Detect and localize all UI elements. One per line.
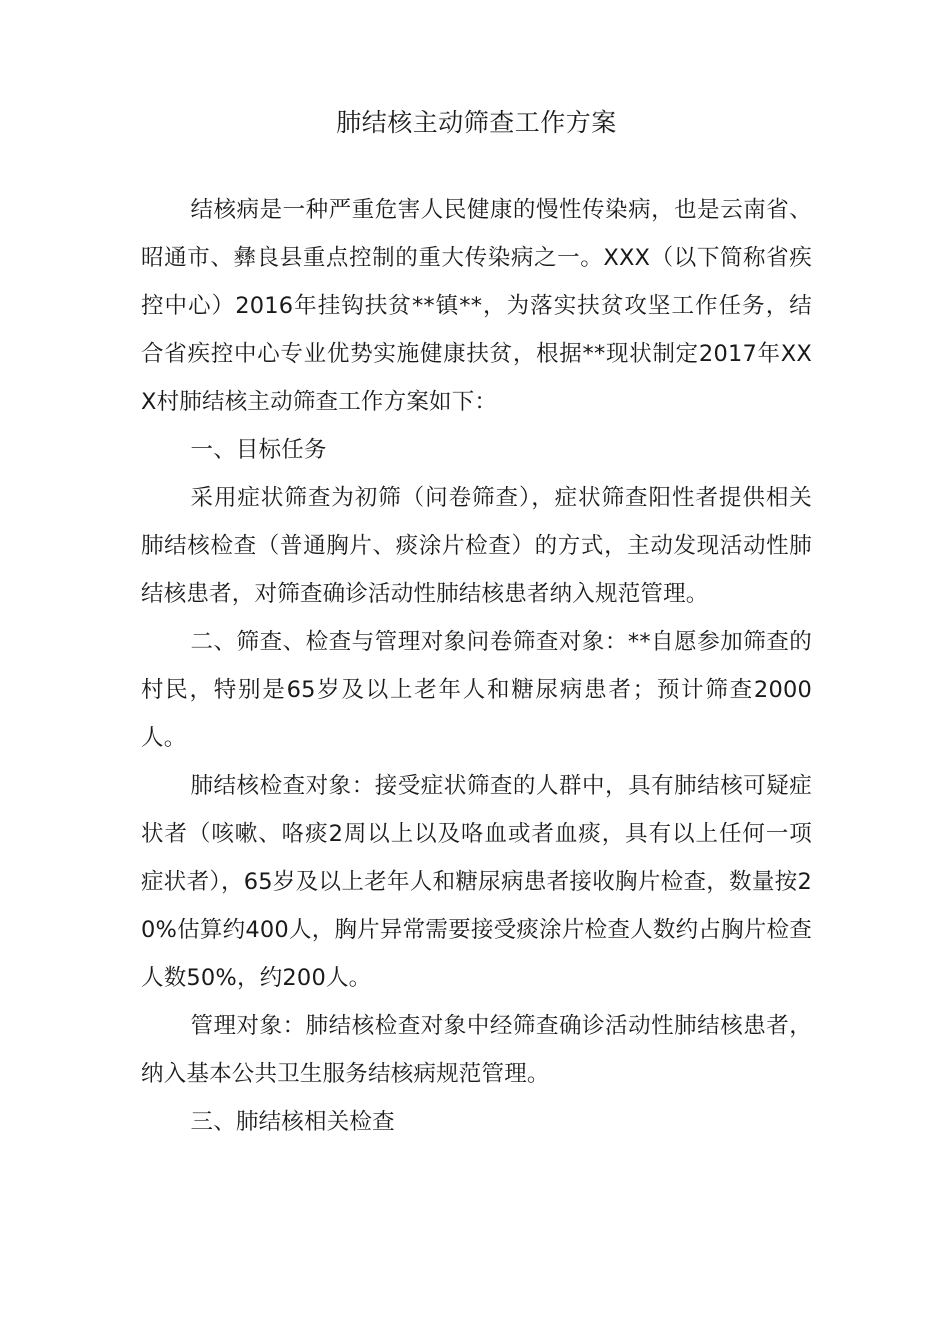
section-1-paragraph: 采用症状筛查为初筛（问卷筛查），症状筛查阳性者提供相关肺结核检查（普通胸片、痰涂片检查）的方式，主动发现活动性肺结核患者，对筛查确诊活动性肺结核患者纳入规范管理。 xyxy=(141,485,812,607)
document-title: 肺结核主动筛查工作方案 xyxy=(336,108,617,137)
management-target-paragraph: 管理对象：肺结核检查对象中经筛查确诊活动性肺结核患者，纳入基本公共卫生服务结核病规范管理。 xyxy=(141,1013,812,1087)
section-1-heading: 一、目标任务 xyxy=(190,437,327,463)
section-3-heading: 三、肺结核相关检查 xyxy=(190,1109,395,1135)
intro-paragraph: 结核病是一种严重危害人民健康的慢性传染病，也是云南省、昭通市、彝良县重点控制的重大传染病之一。XXX（以下简称省疾控中心）2016年挂钩扶贫**镇**，为落实扶贫攻坚工作任务，结合省疾控中心专业优势实施健康扶贫，根据**现状制定2017年XXX村肺结核主动筛查工作方案如下： xyxy=(141,197,812,415)
exam-target-paragraph: 肺结核检查对象：接受症状筛查的人群中，具有肺结核可疑症状者（咳嗽、咯痰2周以上以及咯血或者血痰，具有以上任何一项症状者），65岁及以上老年人和糖尿病患者接收胸片检查，数量按20%估算约400人，胸片异常需要接受痰涂片检查人数约占胸片检查人数50%，约200人。 xyxy=(141,773,812,991)
section-2-paragraph: 二、筛查、检查与管理对象问卷筛查对象：**自愿参加筛查的村民，特别是65岁及以上老年人和糖尿病患者；预计筛查2000人。 xyxy=(141,629,812,751)
